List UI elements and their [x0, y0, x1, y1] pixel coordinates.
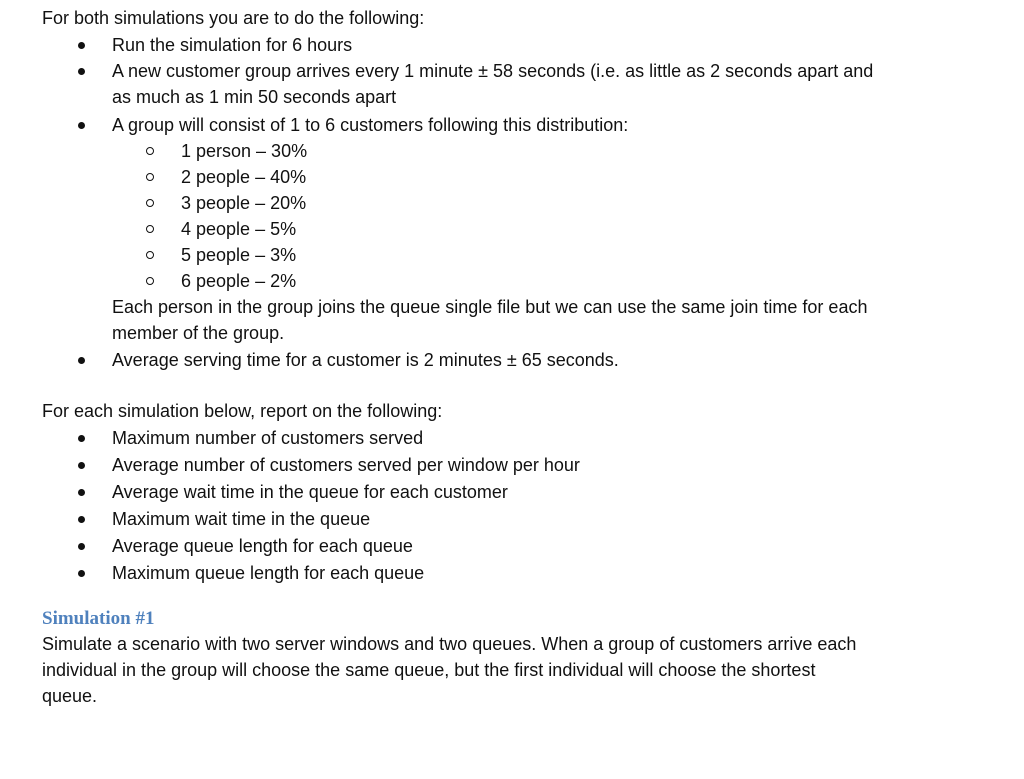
distribution-item [0, 268, 873, 294]
list-item [0, 560, 580, 587]
distribution-text: 4 people – 5% [181, 219, 297, 239]
simulation1-description [42, 631, 942, 709]
distribution-text: 2 people – 40% [181, 167, 307, 187]
distribution-item [0, 216, 873, 242]
bullet-dot-icon [78, 68, 85, 75]
section2-intro: For each simulation below, report on the following: [42, 401, 443, 421]
list-item [0, 112, 873, 138]
circle-bullet-icon [146, 225, 154, 233]
bullet-text: Average queue length for each queue [112, 536, 413, 556]
group-note-line2: member of the group. [112, 323, 285, 343]
bullet-dot-icon [78, 435, 85, 442]
distribution-list [0, 138, 873, 294]
bullet-text: Maximum number of customers served [112, 428, 424, 448]
simulation1-line3: queue. [42, 686, 98, 706]
distribution-text: 3 people – 20% [181, 193, 307, 213]
distribution-text: 5 people – 3% [181, 245, 297, 265]
section2-bullet-list [0, 425, 580, 587]
bullet-text: Run the simulation for 6 hours [112, 35, 353, 55]
bullet-dot-icon [78, 543, 85, 550]
list-item [0, 452, 580, 479]
circle-bullet-icon [146, 251, 154, 259]
bullet-dot-icon [78, 516, 85, 523]
simulation1-heading: Simulation #1 [42, 608, 155, 629]
distribution-list-wrapper [0, 138, 873, 294]
bullet-text: A new customer group arrives every 1 minute ± 58 seconds (i.e. as little as 2 seconds apart and [112, 61, 874, 81]
bullet-text: Average number of customers served per window per hour [112, 455, 580, 475]
bullet-text: Maximum wait time in the queue [112, 509, 371, 529]
distribution-text: 1 person – 30% [181, 141, 308, 161]
simulation1-line2: individual in the group will choose the same queue, but the first individual will choose the shortest [42, 660, 816, 680]
distribution-item [0, 164, 873, 190]
group-note-line1: Each person in the group joins the queue single file but we can use the same join time for each [112, 297, 868, 317]
simulation1-line1: Simulate a scenario with two server windows and two queues. When a group of customers arrive each [42, 634, 857, 654]
bullet-text: Average wait time in the queue for each customer [112, 482, 508, 502]
distribution-text: 6 people – 2% [181, 271, 297, 291]
circle-bullet-icon [146, 147, 154, 155]
distribution-item [0, 242, 873, 268]
circle-bullet-icon [146, 277, 154, 285]
circle-bullet-icon [146, 199, 154, 207]
list-item [0, 32, 873, 58]
bullet-dot-icon [78, 489, 85, 496]
list-item [0, 479, 580, 506]
bullet-text: A group will consist of 1 to 6 customers following this distribution: [112, 115, 629, 135]
list-item [0, 58, 873, 84]
list-item [0, 506, 580, 533]
bullet-dot-icon [78, 122, 85, 129]
bullet-text: Maximum queue length for each queue [112, 563, 425, 583]
distribution-item [0, 138, 873, 164]
list-item [0, 347, 873, 373]
bullet-continuation: as much as 1 min 50 seconds apart [112, 87, 397, 107]
list-item [0, 533, 580, 560]
section1-intro: For both simulations you are to do the following: [42, 8, 425, 28]
distribution-item [0, 190, 873, 216]
bullet-dot-icon [78, 42, 85, 49]
bullet-dot-icon [78, 462, 85, 469]
bullet-text: Average serving time for a customer is 2 minutes ± 65 seconds. [112, 350, 619, 370]
circle-bullet-icon [146, 173, 154, 181]
list-item [0, 425, 580, 452]
section1-bullet-list [0, 32, 873, 373]
bullet-dot-icon [78, 570, 85, 577]
bullet-dot-icon [78, 357, 85, 364]
